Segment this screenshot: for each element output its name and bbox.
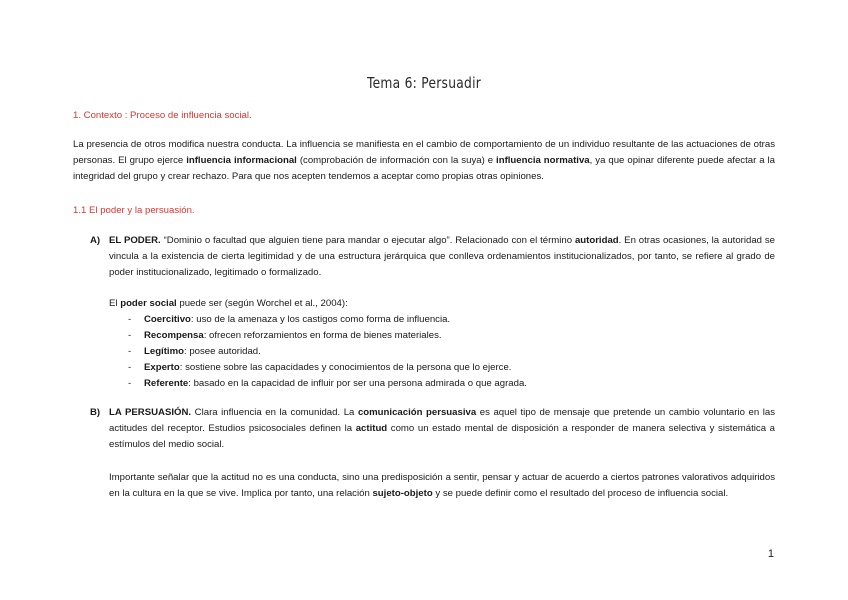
intro-paragraph: [73, 137, 775, 185]
intro-text-1: La presencia de otros modifica nuestra conducta. La influencia se manifiesta en el cambio de comportamiento de un individuo resultante de las actuaciones de otras personas. El grupo ejerce: [73, 139, 775, 166]
list-item-desc: : uso de la amenaza y los castigos como forma de influencia.: [190, 314, 451, 325]
item-b-bold-comunicacion: comunicación persuasiva: [357, 407, 477, 418]
section-heading-context: 1. Contexto : Proceso de influencia social.: [73, 110, 252, 121]
intro-bold-informacional: influencia informacional: [186, 155, 297, 166]
item-b-letter: B): [90, 407, 101, 418]
item-a-bold-autoridad: autoridad: [574, 235, 619, 246]
list-item-desc: : basado en la capacidad de influir por ser una persona admirada o que agrada.: [188, 378, 527, 389]
item-b-p2-text-1: Importante señalar que la actitud no es una conducta, sino una predisposición a sentir, pensar y actuar de acuerdo a ciertos patrones valorativos adquiridos en la cultura en la que se vive. Implica por tanto, una relación: [109, 472, 775, 499]
list-item: [128, 344, 527, 360]
list-item-term: Coercitivo: [144, 314, 191, 325]
power-types-list: [128, 312, 527, 392]
item-b-text-1: Clara influencia en la comunidad. La: [191, 407, 358, 418]
social-power-text-2: puede ser (según Worchel et al., 2004):: [176, 298, 348, 309]
item-b-lead: LA PERSUASIÓN.: [109, 407, 192, 418]
item-a-lead: EL PODER.: [109, 235, 161, 246]
item-b-bold-actitud: actitud: [355, 423, 388, 434]
item-b-p2-bold: sujeto-objeto: [372, 488, 433, 499]
item-a-paragraph: [109, 233, 775, 281]
list-item-term: Experto: [144, 362, 180, 373]
list-item-desc: : posee autoridad.: [183, 346, 261, 357]
item-a-text-2: . En otras ocasiones, la autoridad se vincula a la existencia de cierta legitimidad y de una estructura jerárquica que conlleva ordenamientos institucionalizados, por tanto, se refiere al grado de poder institucionalizado, legitimado o formalizado.: [109, 235, 775, 278]
social-power-bold: poder social: [120, 298, 177, 309]
social-power-intro: [109, 296, 775, 312]
item-b-paragraph: [109, 405, 775, 453]
item-b-text-2: es aquel tipo de mensaje que pretende un cambio voluntario en las actitudes del receptor. Estudios psicosociales definen la: [109, 407, 775, 434]
item-a-letter: A): [90, 235, 101, 246]
item-a-text-1: “Dominio o facultad que alguien tiene para mandar o ejecutar algo”. Relacionado con el término: [160, 235, 575, 246]
page-number: 1: [767, 548, 774, 560]
section-heading-power: 1.1 El poder y la persuasión.: [73, 205, 195, 216]
list-item-term: Referente: [144, 378, 189, 389]
item-b-p2-text-2: y se puede definir como el resultado del proceso de influencia social.: [432, 488, 729, 499]
list-item-term: Legítimo: [144, 346, 184, 357]
list-item-desc: : ofrecen reforzamientos en forma de bienes materiales.: [203, 330, 442, 341]
bullet-dash: -: [128, 346, 132, 357]
intro-text-2: (comprobación de información con la suya) e: [296, 155, 497, 166]
bullet-dash: -: [128, 330, 132, 341]
list-item-desc: : sostiene sobre las capacidades y conocimientos de la persona que lo ejerce.: [179, 362, 512, 373]
intro-bold-normativa: influencia normativa: [496, 155, 590, 166]
bullet-dash: -: [128, 378, 132, 389]
intro-text-3: , ya que opinar diferente puede afectar a la integridad del grupo y crear rechazo. Para que nos acepten tendemos a aceptar como propias otras opiniones.: [73, 155, 776, 182]
page-title: Tema 6: Persuadir: [366, 74, 482, 92]
list-item: [128, 312, 527, 328]
bullet-dash: -: [128, 362, 132, 373]
item-b-paragraph-2: [109, 470, 775, 502]
list-item: [128, 328, 527, 344]
list-item: [128, 376, 527, 392]
item-b-text-3: como un estado mental de disposición a responder de manera selectiva y sistemática a estímulos del medio social.: [109, 423, 775, 450]
social-power-text-1: El: [109, 298, 121, 309]
list-item-term: Recompensa: [144, 330, 204, 341]
bullet-dash: -: [128, 314, 132, 325]
list-item: [128, 360, 527, 376]
